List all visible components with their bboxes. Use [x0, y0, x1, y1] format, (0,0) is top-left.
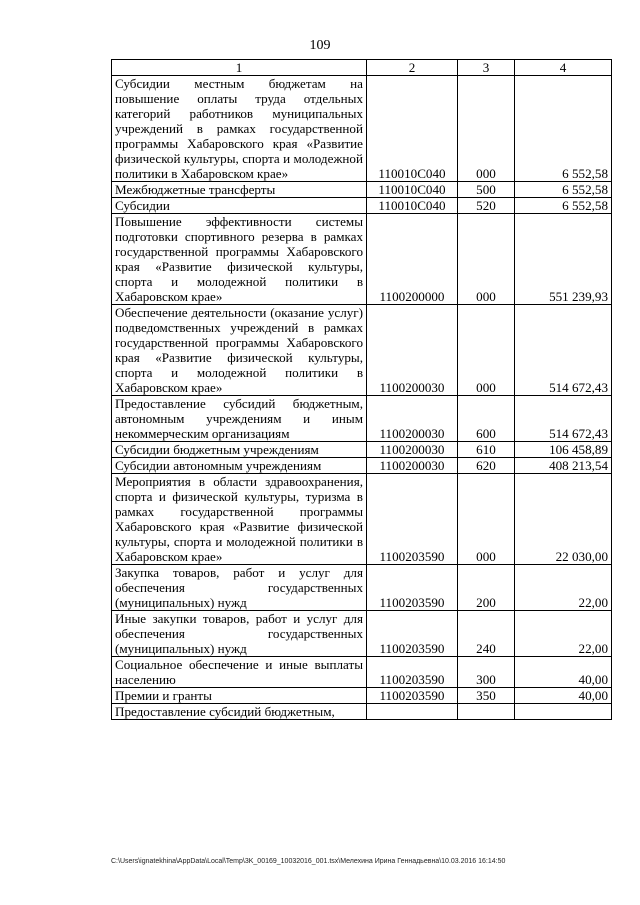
row-code-cell: 1100203590 — [367, 657, 458, 688]
row-amount-cell: 22,00 — [515, 611, 612, 657]
row-name-cell: Повышение эффективности системы подготовки спортивного резерва в рамках государственной программы Хабаровского края «Развитие физической культуры, спорта и молодежной политики в Хабаровском крае» — [112, 214, 367, 305]
row-type-cell: 240 — [458, 611, 515, 657]
row-name-cell: Премии и гранты — [112, 688, 367, 704]
row-code-cell: 1100203590 — [367, 611, 458, 657]
row-name-cell: Социальное обеспечение и иные выплаты населению — [112, 657, 367, 688]
column-header: 3 — [458, 60, 515, 76]
table-row — [112, 704, 612, 720]
row-code-cell: 110010С040 — [367, 76, 458, 182]
row-amount-cell: 40,00 — [515, 657, 612, 688]
row-amount-cell: 514 672,43 — [515, 305, 612, 396]
row-type-cell: 610 — [458, 442, 515, 458]
row-type-cell: 620 — [458, 458, 515, 474]
row-type-cell: 520 — [458, 198, 515, 214]
page-number: 109 — [309, 38, 331, 53]
row-type-cell — [458, 704, 515, 720]
table-header-row — [112, 60, 612, 76]
row-name-cell: Предоставление субсидий бюджетным, автономным учреждениям и иным некоммерческим организациям — [112, 396, 367, 442]
table-row — [112, 396, 612, 442]
row-name-cell: Обеспечение деятельности (оказание услуг) подведомственных учреждений в рамках государственной программы Хабаровского края «Развитие физической культуры, спорта и молодежной политики в Хабаровском крае» — [112, 305, 367, 396]
row-code-cell: 1100200030 — [367, 305, 458, 396]
row-type-cell: 000 — [458, 214, 515, 305]
row-code-cell: 1100203590 — [367, 565, 458, 611]
row-code-cell: 110010С040 — [367, 198, 458, 214]
row-name-cell: Иные закупки товаров, работ и услуг для обеспечения государственных (муниципальных) нужд — [112, 611, 367, 657]
table-row — [112, 688, 612, 704]
row-code-cell: 1100200030 — [367, 442, 458, 458]
table-row — [112, 611, 612, 657]
row-name-cell: Межбюджетные трансферты — [112, 182, 367, 198]
row-amount-cell: 6 552,58 — [515, 182, 612, 198]
table-row — [112, 305, 612, 396]
table-row — [112, 474, 612, 565]
row-code-cell: 1100200030 — [367, 458, 458, 474]
row-name-cell: Предоставление субсидий бюджетным, — [112, 704, 367, 720]
row-type-cell: 200 — [458, 565, 515, 611]
row-amount-cell: 6 552,58 — [515, 198, 612, 214]
row-amount-cell — [515, 704, 612, 720]
table-row — [112, 442, 612, 458]
file-path-footer: C:\Users\ignatekhina\AppData\Local\Temp\3K_00169_10032016_001.tsx\Мелехина Ирина Геннадьевна\10.03.2016 16:14:50 — [111, 858, 506, 865]
row-amount-cell: 514 672,43 — [515, 396, 612, 442]
row-code-cell: 1100200000 — [367, 214, 458, 305]
table-row — [112, 657, 612, 688]
table-row — [112, 198, 612, 214]
row-type-cell: 600 — [458, 396, 515, 442]
column-header: 1 — [112, 60, 367, 76]
row-name-cell: Субсидии местным бюджетам на повышение оплаты труда отдельных категорий работников муниципальных учреждений в рамках государственной программы Хабаровского края «Развитие физической культуры, спорта и молодежной политики в Хабаровском крае» — [112, 76, 367, 182]
row-code-cell — [367, 704, 458, 720]
row-type-cell: 300 — [458, 657, 515, 688]
table-row — [112, 76, 612, 182]
table-row — [112, 182, 612, 198]
row-name-cell: Закупка товаров, работ и услуг для обеспечения государственных (муниципальных) нужд — [112, 565, 367, 611]
table-row — [112, 565, 612, 611]
row-code-cell: 1100203590 — [367, 688, 458, 704]
row-type-cell: 350 — [458, 688, 515, 704]
table-row — [112, 458, 612, 474]
row-amount-cell: 106 458,89 — [515, 442, 612, 458]
row-name-cell: Мероприятия в области здравоохранения, спорта и физической культуры, туризма в рамках государственной программы Хабаровского края «Развитие физической культуры, спорта и молодежной политики в Хабаровском крае» — [112, 474, 367, 565]
column-header: 2 — [367, 60, 458, 76]
row-type-cell: 000 — [458, 76, 515, 182]
row-type-cell: 000 — [458, 474, 515, 565]
row-type-cell: 500 — [458, 182, 515, 198]
row-name-cell: Субсидии автономным учреждениям — [112, 458, 367, 474]
row-amount-cell: 408 213,54 — [515, 458, 612, 474]
row-amount-cell: 22 030,00 — [515, 474, 612, 565]
row-amount-cell: 40,00 — [515, 688, 612, 704]
row-amount-cell: 6 552,58 — [515, 76, 612, 182]
row-type-cell: 000 — [458, 305, 515, 396]
row-amount-cell: 22,00 — [515, 565, 612, 611]
row-code-cell: 110010С040 — [367, 182, 458, 198]
budget-table — [111, 59, 612, 720]
row-name-cell: Субсидии бюджетным учреждениям — [112, 442, 367, 458]
table-row — [112, 214, 612, 305]
row-code-cell: 1100203590 — [367, 474, 458, 565]
row-amount-cell: 551 239,93 — [515, 214, 612, 305]
row-name-cell: Субсидии — [112, 198, 367, 214]
row-code-cell: 1100200030 — [367, 396, 458, 442]
column-header: 4 — [515, 60, 612, 76]
